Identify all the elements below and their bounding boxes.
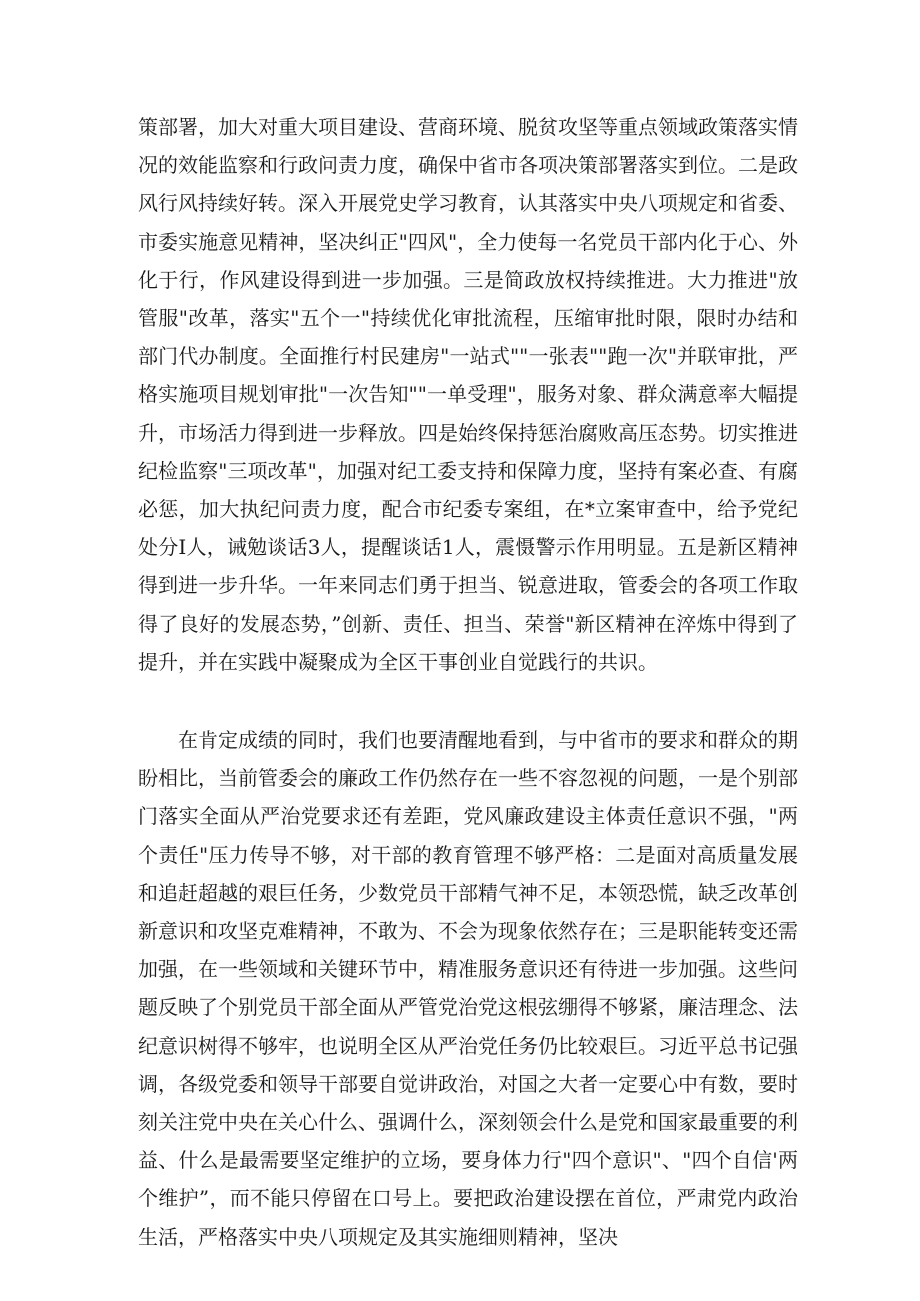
paragraph-problems: 在肯定成绩的同时，我们也要清醒地看到，与中省市的要求和群众的期盼相比，当前管委会的廉政工作仍然存在一些不容忽视的问题，一是个别部门落实全面从严治党要求还有差距，党风廉政建设主体责任意识不强，"两个责任"压力传导不够，对干部的教育管理不够严格：二是面对高质量发展和追赶超越的艰巨任务，少数党员干部精气神不足，本领恐慌，缺乏改革创新意识和攻坚克难精神，不敢为、不会为现象依然存在；三是职能转变还需加强，在一些领域和关键环节中，精准服务意识还有待进一步加强。这些问题反映了个别党员干部全面从严管党治党这根弦绷得不够紧，廉洁理念、法纪意识树得不够牢，也说明全区从严治党任务仍比较艰巨。习近平总书记强调，各级党委和领导干部要自觉讲政治，对国之大者一定要心中有数，要时刻关注党中央在关心什么、强调什么，深刻领会什么是党和国家最重要的利益、什么是最需要坚定维护的立场，要身体力行"四个意识"、"四个自信'两个维护”，而不能只停留在口号上。要把政治建设摆在首位，严肃党内政治生活，严格落实中央八项规定及其实施细则精神，坚决 xyxy=(138,728,798,1249)
paragraph-achievements: 策部署，加大对重大项目建设、营商环境、脱贫攻坚等重点领域政策落实情况的效能监察和行政问责力度，确保中省市各项决策部署落实到位。二是政风行风持续好转。深入开展党史学习教育，认其落实中央八项规定和省委、市委实施意见精神，坚决纠正"四风"，全力使每一名党员干部内化于心、外化于行，作风建设得到进一步加强。三是简政放权持续推进。大力推进"放管服"改革，落实"五个一"持续优化审批流程，压缩审批时限，限时办结和部门代办制度。全面推行村民建房"一站式""一张表""跑一次"并联审批，严格实施项目规划审批"一次告知""一单受理"，服务对象、群众满意率大幅提升，市场活力得到进一步释放。四是始终保持惩治腐败高压态势。切实推进纪检监察"三项改革"，加强对纪工委支持和保障力度，坚持有案必查、有腐必惩，加大执纪问责力度，配合市纪委专案组，在*立案审查中，给予党纪处分I人，诫勉谈话3人，提醒谈话1人，震慑警示作用明显。五是新区精神得到进一步升华。一年来同志们勇于担当、锐意进取，管委会的各项工作取得了良好的发展态势，”创新、责任、担当、荣誉"新区精神在淬炼中得到了提升，并在实践中凝聚成为全区干事创业自觉践行的共识。 xyxy=(138,115,798,674)
paragraph-spacer xyxy=(138,681,798,721)
document-body xyxy=(138,108,798,1256)
